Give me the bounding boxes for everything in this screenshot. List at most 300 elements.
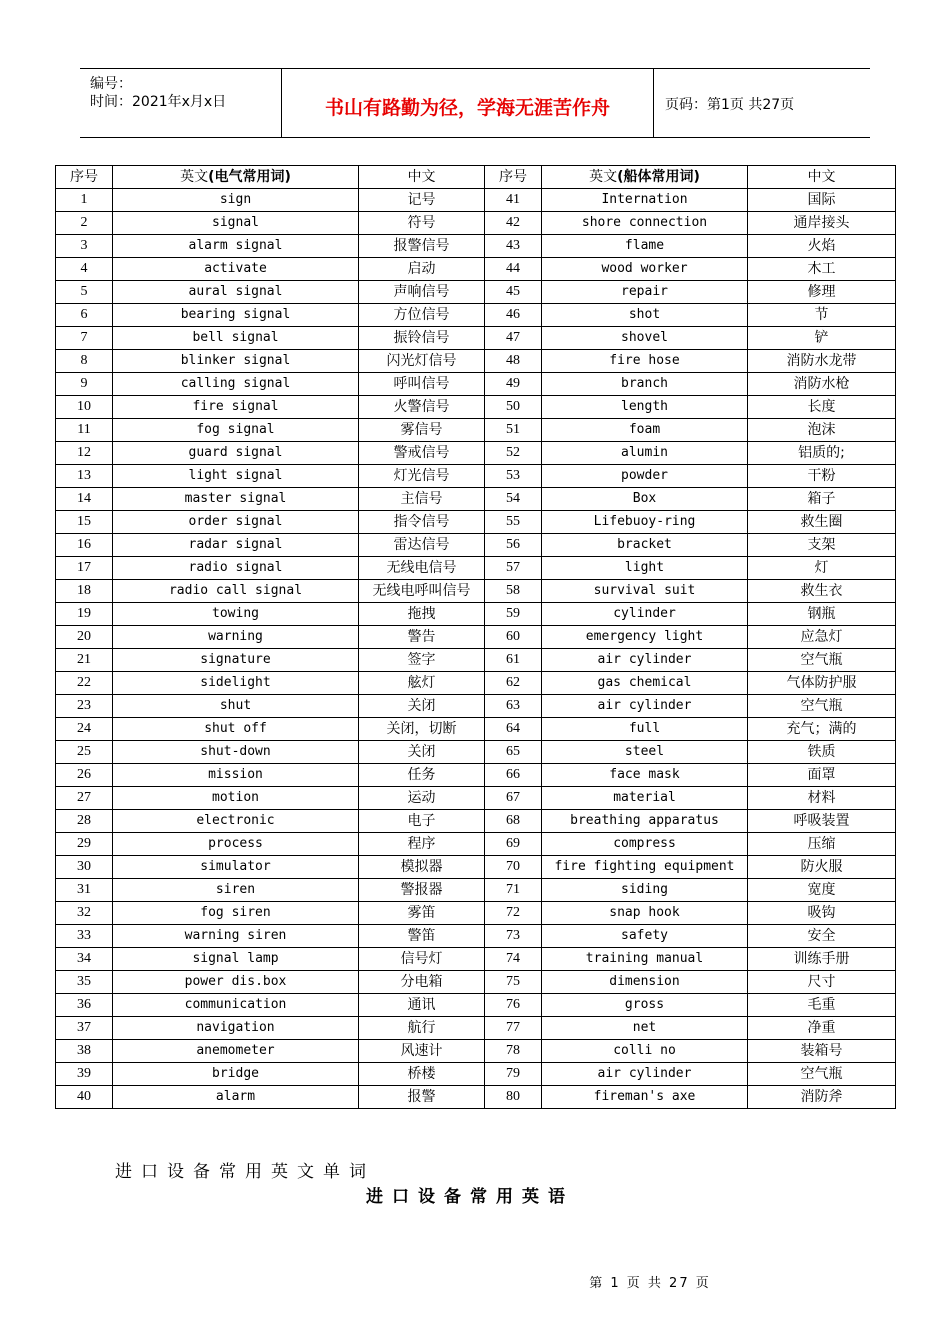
english-term: net [542,1017,748,1040]
row-index: 40 [56,1086,113,1109]
chinese-term: 支架 [748,534,896,557]
english-term: steel [542,741,748,764]
english-term: radio signal [113,557,359,580]
chinese-term: 铲 [748,327,896,350]
table-row [56,741,896,764]
english-term: fire fighting equipment [542,856,748,879]
row-index: 71 [485,879,542,902]
table-row [56,764,896,787]
row-index: 22 [56,672,113,695]
chinese-term: 拖拽 [359,603,485,626]
row-index: 16 [56,534,113,557]
chinese-term: 面罩 [748,764,896,787]
footer-page-text: 第 1 页 共 27 页 [589,1276,711,1291]
row-index: 4 [56,258,113,281]
row-index: 13 [56,465,113,488]
row-index: 58 [485,580,542,603]
row-index: 62 [485,672,542,695]
english-term: bearing signal [113,304,359,327]
table-row [56,419,896,442]
row-index: 26 [56,764,113,787]
english-term: guard signal [113,442,359,465]
row-index: 11 [56,419,113,442]
row-index: 20 [56,626,113,649]
header-info-cell [80,69,282,137]
row-index: 24 [56,718,113,741]
chinese-term: 灯光信号 [359,465,485,488]
chinese-term: 关闭 [359,695,485,718]
row-index: 45 [485,281,542,304]
chinese-term: 警戒信号 [359,442,485,465]
chinese-term: 报警 [359,1086,485,1109]
row-index: 55 [485,511,542,534]
chinese-term: 警告 [359,626,485,649]
chinese-term: 符号 [359,212,485,235]
table-row [56,350,896,373]
chinese-term: 钢瓶 [748,603,896,626]
table-row [56,787,896,810]
table-row [56,925,896,948]
english-term: wood worker [542,258,748,281]
english-term: alarm signal [113,235,359,258]
chinese-term: 桥楼 [359,1063,485,1086]
chinese-term: 压缩 [748,833,896,856]
chinese-term: 箱子 [748,488,896,511]
chinese-term: 木工 [748,258,896,281]
chinese-term: 运动 [359,787,485,810]
table-row [56,396,896,419]
english-term: signal [113,212,359,235]
row-index: 52 [485,442,542,465]
col-header-english-electrical: 英文(电气常用词) [113,166,359,189]
row-index: 60 [485,626,542,649]
english-term: gas chemical [542,672,748,695]
row-index: 7 [56,327,113,350]
row-index: 15 [56,511,113,534]
table-row [56,994,896,1017]
english-term: motion [113,787,359,810]
chinese-term: 救生圈 [748,511,896,534]
row-index: 80 [485,1086,542,1109]
table-row [56,810,896,833]
table-row [56,557,896,580]
english-term: gross [542,994,748,1017]
english-term: fire hose [542,350,748,373]
english-term: cylinder [542,603,748,626]
english-term: warning [113,626,359,649]
chinese-term: 节 [748,304,896,327]
table-row [56,281,896,304]
row-index: 79 [485,1063,542,1086]
row-index: 2 [56,212,113,235]
table-row [56,948,896,971]
chinese-term: 国际 [748,189,896,212]
chinese-term: 无线电呼叫信号 [359,580,485,603]
english-term: master signal [113,488,359,511]
english-term: flame [542,235,748,258]
table-row [56,212,896,235]
number-label: 编号： [90,76,132,92]
table-header-row [56,166,896,189]
english-term: alarm [113,1086,359,1109]
motto-text: 书山有路勤为径，学海无涯苦作舟 [324,97,610,119]
row-index: 42 [485,212,542,235]
table-row [56,626,896,649]
row-index: 38 [56,1040,113,1063]
english-term: bracket [542,534,748,557]
chinese-term: 宽度 [748,879,896,902]
english-term: fire signal [113,396,359,419]
col-header-index: 序号 [56,166,113,189]
english-term: aural signal [113,281,359,304]
time-label: 时间：2021年x月x日 [90,94,227,110]
section-title: 进口设备常用英文单词 [115,1162,375,1182]
page-number-label: 页码：第1页 共27页 [665,97,795,113]
row-index: 77 [485,1017,542,1040]
english-term: repair [542,281,748,304]
chinese-term: 空气瓶 [748,1063,896,1086]
english-term: powder [542,465,748,488]
row-index: 44 [485,258,542,281]
row-index: 50 [485,396,542,419]
chinese-term: 程序 [359,833,485,856]
table-row [56,856,896,879]
english-term: length [542,396,748,419]
row-index: 33 [56,925,113,948]
row-index: 64 [485,718,542,741]
col-header-chinese: 中文 [359,166,485,189]
english-term: air cylinder [542,695,748,718]
row-index: 5 [56,281,113,304]
chinese-term: 指令信号 [359,511,485,534]
chinese-term: 声响信号 [359,281,485,304]
chinese-term: 无线电信号 [359,557,485,580]
english-term: snap hook [542,902,748,925]
row-index: 8 [56,350,113,373]
english-term: process [113,833,359,856]
row-index: 39 [56,1063,113,1086]
chinese-term: 模拟器 [359,856,485,879]
chinese-term: 警报器 [359,879,485,902]
row-index: 70 [485,856,542,879]
english-term: training manual [542,948,748,971]
header-page-cell [655,69,870,137]
row-index: 3 [56,235,113,258]
row-index: 30 [56,856,113,879]
row-index: 57 [485,557,542,580]
english-term: colli no [542,1040,748,1063]
table-body [56,189,896,1109]
table-row [56,442,896,465]
english-term: sidelight [113,672,359,695]
chinese-term: 毛重 [748,994,896,1017]
english-term: sign [113,189,359,212]
chinese-term: 记号 [359,189,485,212]
row-index: 18 [56,580,113,603]
chinese-term: 振铃信号 [359,327,485,350]
chinese-term: 火警信号 [359,396,485,419]
table-row [56,695,896,718]
row-index: 72 [485,902,542,925]
chinese-term: 消防水枪 [748,373,896,396]
table-row [56,304,896,327]
row-index: 66 [485,764,542,787]
table-row [56,879,896,902]
row-index: 9 [56,373,113,396]
row-index: 36 [56,994,113,1017]
english-term: shore connection [542,212,748,235]
english-term: full [542,718,748,741]
table-row [56,1086,896,1109]
row-index: 61 [485,649,542,672]
row-index: 21 [56,649,113,672]
table-row [56,465,896,488]
row-index: 32 [56,902,113,925]
english-term: shut off [113,718,359,741]
row-index: 31 [56,879,113,902]
chinese-term: 空气瓶 [748,695,896,718]
table-row [56,603,896,626]
chinese-term: 呼叫信号 [359,373,485,396]
chinese-term: 铁质 [748,741,896,764]
row-index: 34 [56,948,113,971]
english-term: signature [113,649,359,672]
chinese-term: 雾笛 [359,902,485,925]
table-row [56,511,896,534]
english-term: branch [542,373,748,396]
row-index: 17 [56,557,113,580]
table-row [56,189,896,212]
english-term: order signal [113,511,359,534]
english-term: air cylinder [542,649,748,672]
table-row [56,902,896,925]
row-index: 29 [56,833,113,856]
row-index: 49 [485,373,542,396]
chinese-term: 雷达信号 [359,534,485,557]
chinese-term: 灯 [748,557,896,580]
table-row [56,580,896,603]
english-term: shot [542,304,748,327]
row-index: 74 [485,948,542,971]
english-term: signal lamp [113,948,359,971]
row-index: 12 [56,442,113,465]
chinese-term: 尺寸 [748,971,896,994]
table-row [56,534,896,557]
row-index: 51 [485,419,542,442]
chinese-term: 装箱号 [748,1040,896,1063]
english-term: fireman's axe [542,1086,748,1109]
row-index: 65 [485,741,542,764]
chinese-term: 雾信号 [359,419,485,442]
document-header [80,68,870,138]
row-index: 78 [485,1040,542,1063]
chinese-term: 闪光灯信号 [359,350,485,373]
chinese-term: 关闭 [359,741,485,764]
row-index: 10 [56,396,113,419]
header-motto-cell [282,69,654,137]
page-footer [0,1272,950,1291]
english-term: siren [113,879,359,902]
row-index: 59 [485,603,542,626]
row-index: 69 [485,833,542,856]
section-subtitle: 进口设备常用英语 [366,1187,574,1207]
chinese-term: 空气瓶 [748,649,896,672]
english-term: material [542,787,748,810]
chinese-term: 材料 [748,787,896,810]
chinese-term: 净重 [748,1017,896,1040]
english-term: bell signal [113,327,359,350]
table-row [56,649,896,672]
chinese-term: 消防水龙带 [748,350,896,373]
english-term: radar signal [113,534,359,557]
english-term: blinker signal [113,350,359,373]
english-term: electronic [113,810,359,833]
row-index: 23 [56,695,113,718]
english-term: communication [113,994,359,1017]
col-header-chinese: 中文 [748,166,896,189]
chinese-term: 消防斧 [748,1086,896,1109]
english-term: radio call signal [113,580,359,603]
english-term: simulator [113,856,359,879]
table-row [56,327,896,350]
chinese-term: 长度 [748,396,896,419]
chinese-term: 呼吸装置 [748,810,896,833]
english-term: fog siren [113,902,359,925]
chinese-term: 干粉 [748,465,896,488]
row-index: 28 [56,810,113,833]
english-term: safety [542,925,748,948]
chinese-term: 泡沫 [748,419,896,442]
row-index: 75 [485,971,542,994]
english-term: shut-down [113,741,359,764]
table-row [56,1063,896,1086]
row-index: 27 [56,787,113,810]
english-term: dimension [542,971,748,994]
row-index: 48 [485,350,542,373]
row-index: 35 [56,971,113,994]
row-index: 73 [485,925,542,948]
english-term: light [542,557,748,580]
chinese-term: 启动 [359,258,485,281]
table-row [56,1040,896,1063]
row-index: 6 [56,304,113,327]
english-term: anemometer [113,1040,359,1063]
table-row [56,235,896,258]
english-term: activate [113,258,359,281]
row-index: 43 [485,235,542,258]
english-term: towing [113,603,359,626]
english-term: foam [542,419,748,442]
row-index: 76 [485,994,542,1017]
chinese-term: 信号灯 [359,948,485,971]
row-index: 47 [485,327,542,350]
english-term: Internation [542,189,748,212]
col-header-english-hull: 英文(船体常用词) [542,166,748,189]
chinese-term: 训练手册 [748,948,896,971]
chinese-term: 通岸接头 [748,212,896,235]
row-index: 56 [485,534,542,557]
chinese-term: 通讯 [359,994,485,1017]
vocabulary-table [55,165,896,1109]
english-term: calling signal [113,373,359,396]
row-index: 54 [485,488,542,511]
table-row [56,488,896,511]
table-row [56,258,896,281]
chinese-term: 气体防护服 [748,672,896,695]
chinese-term: 报警信号 [359,235,485,258]
english-term: shovel [542,327,748,350]
row-index: 41 [485,189,542,212]
chinese-term: 关闭，切断 [359,718,485,741]
table-row [56,373,896,396]
english-term: fog signal [113,419,359,442]
chinese-term: 修理 [748,281,896,304]
english-term: face mask [542,764,748,787]
chinese-term: 安全 [748,925,896,948]
english-term: shut [113,695,359,718]
row-index: 19 [56,603,113,626]
english-term: navigation [113,1017,359,1040]
chinese-term: 救生衣 [748,580,896,603]
chinese-term: 签字 [359,649,485,672]
english-term: bridge [113,1063,359,1086]
english-term: siding [542,879,748,902]
chinese-term: 主信号 [359,488,485,511]
english-term: power dis.box [113,971,359,994]
row-index: 1 [56,189,113,212]
chinese-term: 电子 [359,810,485,833]
english-term: Lifebuoy-ring [542,511,748,534]
chinese-term: 火焰 [748,235,896,258]
table-row [56,833,896,856]
english-term: survival suit [542,580,748,603]
table-row [56,672,896,695]
row-index: 53 [485,465,542,488]
chinese-term: 舷灯 [359,672,485,695]
english-term: light signal [113,465,359,488]
english-term: air cylinder [542,1063,748,1086]
chinese-term: 分电箱 [359,971,485,994]
english-term: Box [542,488,748,511]
english-term: breathing apparatus [542,810,748,833]
row-index: 67 [485,787,542,810]
table-row [56,1017,896,1040]
english-term: mission [113,764,359,787]
chinese-term: 航行 [359,1017,485,1040]
english-term: emergency light [542,626,748,649]
english-term: warning siren [113,925,359,948]
row-index: 46 [485,304,542,327]
chinese-term: 吸钩 [748,902,896,925]
row-index: 37 [56,1017,113,1040]
english-term: alumin [542,442,748,465]
chinese-term: 防火服 [748,856,896,879]
chinese-term: 风速计 [359,1040,485,1063]
chinese-term: 任务 [359,764,485,787]
chinese-term: 警笛 [359,925,485,948]
chinese-term: 铝质的; [748,442,896,465]
chinese-term: 应急灯 [748,626,896,649]
chinese-term: 充气；满的 [748,718,896,741]
col-header-index: 序号 [485,166,542,189]
english-term: compress [542,833,748,856]
chinese-term: 方位信号 [359,304,485,327]
row-index: 14 [56,488,113,511]
table-row [56,718,896,741]
row-index: 68 [485,810,542,833]
row-index: 25 [56,741,113,764]
table-row [56,971,896,994]
